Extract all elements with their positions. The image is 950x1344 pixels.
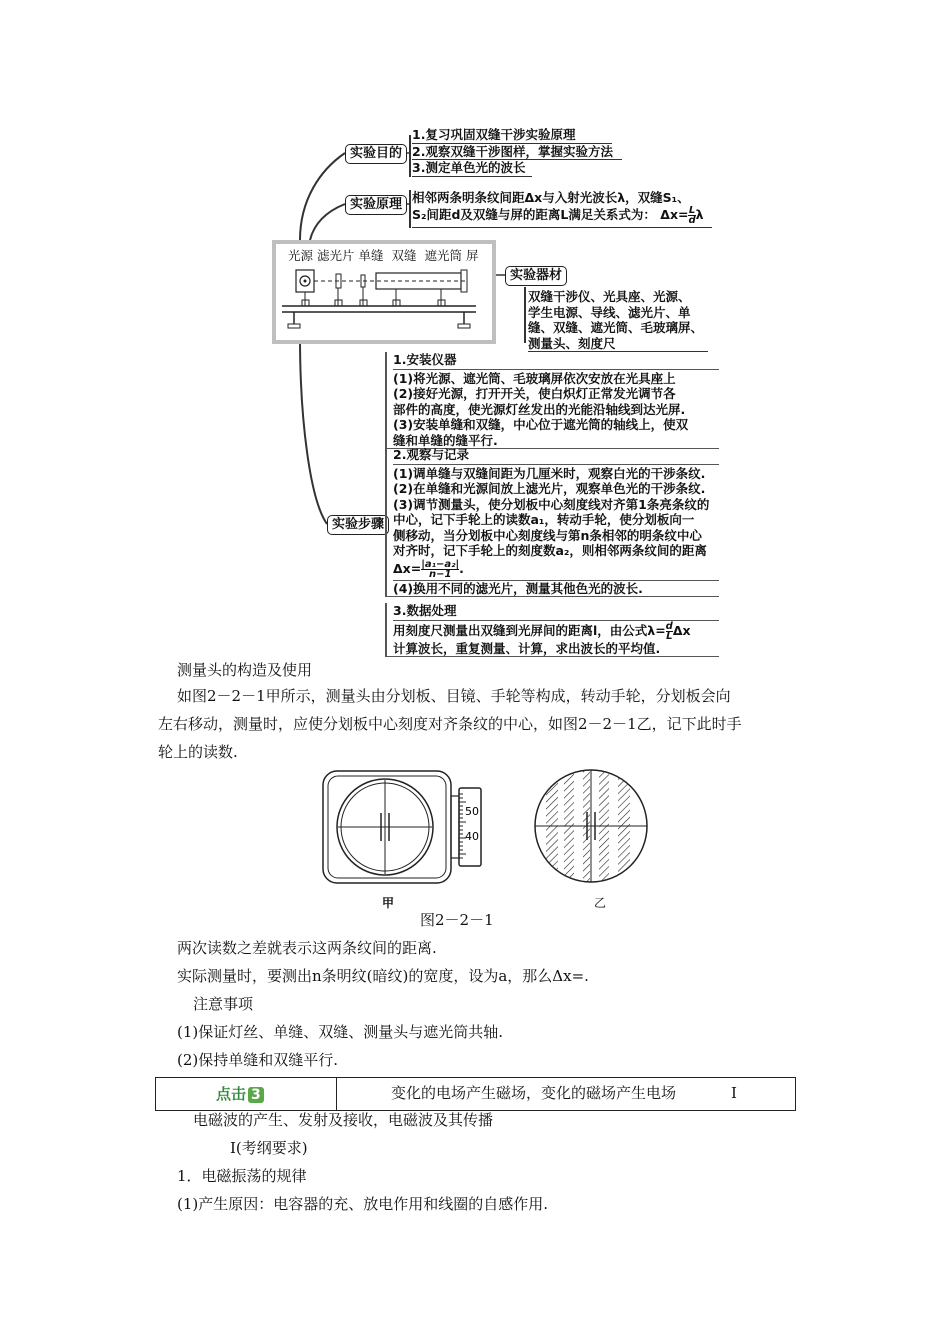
observe-fraction-num: |a₁−a₂| — [421, 558, 460, 570]
figure-label-b: 乙 — [594, 896, 607, 910]
badge-text: 点击 — [216, 1085, 247, 1103]
observe-line-3: (3)调节测量头，使分划板中心刻度线对齐第1条亮条纹的 — [393, 496, 710, 512]
install-line-1: (1)将光源、遮光筒、毛玻璃屏依次安放在光具座上 — [393, 370, 676, 386]
tail-line-2: Ⅰ(考纲要求) — [230, 1139, 308, 1157]
note-2: (2)保持单缝和双缝平行. — [177, 1051, 339, 1069]
observe-line-4: 中心，记下手轮上的读数a₁，转动手轮，使分划板向一 — [393, 512, 695, 527]
equipment-text — [528, 289, 708, 352]
apparatus-label-filter: 滤光片 — [317, 248, 355, 263]
observe-fraction-den: n−1 — [428, 568, 452, 580]
notes-heading: 注意事项 — [193, 995, 254, 1013]
steps-tag: 实验步骤 — [327, 515, 389, 535]
scale-ticks — [459, 794, 466, 858]
purpose-item-2: 2.观察双缝干涉图样，掌握实验方法 — [412, 144, 622, 161]
observe-fraction — [421, 560, 459, 579]
tail-line-3: 1．电磁振荡的规律 — [177, 1167, 307, 1185]
badge — [216, 1083, 264, 1104]
apparatus-box — [272, 240, 496, 344]
principle-formula-suffix: λ — [695, 206, 704, 222]
principle-line-2-text: S₂间距d及双缝与屏的距离L满足关系式为： — [412, 206, 656, 222]
apparatus-label-screen: 屏 — [465, 248, 479, 263]
observe-formula — [393, 559, 719, 581]
principle-line-2 — [412, 206, 712, 228]
steps-data-section — [385, 603, 719, 657]
install-line-3: 部件的高度，使光源灯丝发出的光能沿轴线到达光屏. — [393, 401, 686, 417]
measuring-head-figure — [318, 768, 658, 888]
observe-formula-suffix: . — [459, 560, 464, 576]
install-line-2: (2)接好光源，打开开关，使白炽灯正常发光调节各 — [393, 386, 676, 401]
equipment-line-3: 缝、双缝、遮光筒、毛玻璃屏、 — [528, 320, 704, 335]
observe-last-line: (4)换用不同的滤光片，测量其他色光的波长. — [393, 580, 643, 596]
optical-bench-drawing — [276, 264, 492, 340]
apparatus-label-single-slit: 单缝 — [358, 248, 384, 263]
data-line-1-text: 用刻度尺测量出双缝到光屏间的距离l，由公式λ= — [393, 622, 666, 638]
tail-line-4: (1)产生原因：电容器的充、放电作用和线圈的自感作用. — [177, 1195, 549, 1213]
observe-title: 2.观察与记录 — [393, 447, 719, 465]
paragraph-line-3: 轮上的读数. — [158, 743, 238, 761]
figure-label-a: 甲 — [382, 896, 395, 910]
data-fraction-den: L — [666, 630, 673, 642]
equipment-tag: 实验器材 — [505, 266, 567, 286]
apparatus-label-double-slit: 双缝 — [391, 248, 417, 263]
observe-formula-prefix: Δx= — [393, 560, 422, 576]
principle-line-1: 相邻两条明条纹间距Δx与入射光波长λ，双缝S₁、 — [412, 190, 690, 205]
paragraph-line-2: 左右移动，测量时，应使分划板中心刻度对齐条纹的中心，如图2－2－1乙，记下此时手 — [158, 715, 742, 733]
principle-fraction-den: d — [688, 214, 696, 226]
observe-line-5: 侧移动，当分划板中心刻度线与第n条相邻的明条纹中心 — [393, 527, 702, 543]
fringe-pattern — [546, 768, 630, 888]
data-line-1 — [393, 622, 719, 641]
badge-number: 3 — [248, 1087, 264, 1103]
scale-label-50: 50 — [465, 805, 479, 818]
principle-text — [412, 190, 712, 228]
principle-formula-prefix: Δx= — [660, 206, 689, 222]
table-content: 变化的电场产生磁场，变化的磁场产生电场 — [391, 1084, 677, 1102]
steps-install-section — [385, 352, 719, 449]
data-line-2: 计算波长，重复测量、计算，求出波长的平均值. — [393, 640, 661, 656]
data-title: 3.数据处理 — [393, 603, 719, 621]
apparatus-labels — [288, 248, 478, 264]
purpose-item-3: 3.测定单色光的波长 — [412, 160, 532, 177]
after-line-1: 两次读数之差就表示这两条纹间的距离. — [177, 939, 437, 957]
equipment-line-4: 测量头、刻度尺 — [528, 336, 708, 353]
apparatus-label-tube: 遮光筒 — [424, 248, 462, 263]
observe-line-6: 对齐时，记下手轮上的刻度数a₂，则相邻两条纹间的距离 — [393, 543, 707, 558]
note-1: (1)保证灯丝、单缝、双缝、测量头与遮光筒共轴. — [177, 1023, 504, 1041]
after-line-2: 实际测量时，要测出n条明纹(暗纹)的宽度，设为a，那么Δx=. — [177, 967, 589, 985]
observe-line-2: (2)在单缝和光源间放上滤光片，观察单色光的干涉条纹. — [393, 481, 706, 496]
principle-fraction — [688, 206, 695, 225]
purpose-item-1: 1.复习巩固双缝干涉实验原理 — [412, 127, 612, 144]
data-line-1-suffix: Δx — [672, 622, 691, 638]
tail-line-1: 电磁波的产生、发射及接收，电磁波及其传播 — [193, 1111, 494, 1129]
badge-cell — [156, 1078, 337, 1110]
figure-caption: 图2－2－1 — [420, 911, 494, 929]
purpose-tag: 实验目的 — [345, 144, 407, 164]
paragraph-line-1: 如图2－2－1甲所示，测量头由分划板、目镜、手轮等构成，转动手轮，分划板会向 — [177, 687, 731, 705]
data-fraction-num: d — [665, 620, 673, 632]
install-title: 1.安装仪器 — [393, 352, 719, 370]
section-heading-measuring-head: 测量头的构造及使用 — [177, 661, 313, 679]
equipment-line-2: 学生电源、导线、滤光片、单 — [528, 304, 691, 320]
apparatus-label-light: 光源 — [288, 248, 314, 263]
install-line-4: (3)安装单缝和双缝，中心位于遮光筒的轴线上，使双 — [393, 417, 689, 432]
steps-observe-section — [385, 447, 719, 597]
observe-line-1: (1)调单缝与双缝间距为几厘米时，观察白光的干涉条纹. — [393, 465, 706, 481]
equipment-line-1: 双缝干涉仪、光具座、光源、 — [528, 289, 691, 304]
table-level: Ⅰ — [731, 1084, 737, 1102]
knowledge-point-table — [155, 1077, 796, 1111]
data-fraction — [666, 622, 673, 641]
principle-tag: 实验原理 — [345, 195, 407, 215]
scale-label-40: 40 — [465, 830, 479, 843]
principle-fraction-num: L — [688, 204, 696, 216]
purpose-items — [412, 127, 622, 177]
install-line-5: 缝和单缝的缝平行. — [393, 432, 498, 448]
